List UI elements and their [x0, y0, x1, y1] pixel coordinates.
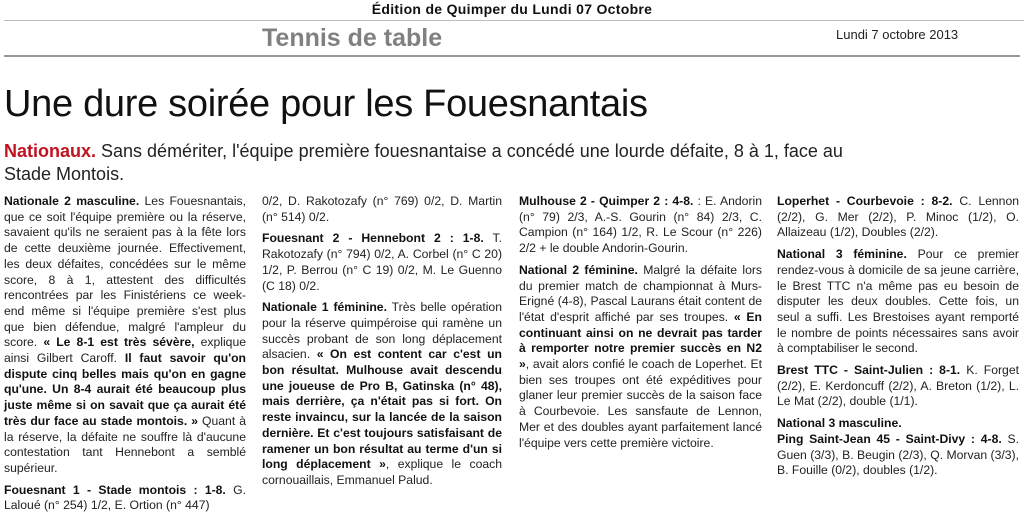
body-text: 0/2, D. Rakotozafy (n° 769) 0/2, D. Martin (n° 514) 0/2.: [262, 194, 502, 224]
article-column-3: [519, 194, 762, 457]
body-text: : E. Andorin (n° 79) 2/3, A.-S. Gourin (n° 84) 2/3, C. Campion (n° 164) 1/2, R. Le Scour (n° 226) 2/2 + le double Andorin-Gourin.: [519, 194, 762, 256]
paragraph: [777, 194, 1019, 241]
match-result: Mulhouse 2 - Quimper 2 : 4-8.: [519, 194, 694, 208]
paragraph: [519, 194, 762, 257]
publication-date: Lundi 7 octobre 2013: [836, 27, 959, 42]
edition-line: Édition de Quimper du Lundi 07 Octobre: [371, 1, 653, 17]
body-text: T. Rakotozafy (n° 794) 0/2, A. Corbel (n° C 20) 1/2, P. Berrou (n° C 19) 0/2, M. Le Guenno (C 18) 0/2.: [262, 231, 502, 293]
header-rule: [4, 55, 1020, 57]
quote: « Le 8-1 est très sévère,: [43, 335, 195, 350]
section-title: Tennis de table: [262, 24, 443, 52]
body-text: Les Fouesnantais, que ce soit l'équipe première ou la réserve, savaient qu'ils ne seraient pas à la fête lors de cette deuxième journée. Effectivement, les deux défaites, concédées sur le même score, 8 à 1, attestent des difficultés rencontrées par les Finistériens ce week-end même si l'équipe première s'est plus que bien défendue, malgré l'ampleur du score.: [4, 194, 247, 350]
body-text: S. Guen (3/3), B. Beugin (2/3), Q. Morvan (3/3), B. Fouille (0/2), doubles (1/2).: [777, 431, 1019, 478]
match-result: Fouesnant 2 - Hennebont 2 : 1-8.: [262, 231, 484, 246]
match-result: Ping Saint-Jean 45 - Saint-Divy : 4-8.: [777, 431, 1002, 446]
article-column-1: [4, 194, 246, 520]
match-result: Loperhet - Courbevoie : 8-2.: [777, 194, 953, 208]
body-text: C. Lennon (2/2), G. Mer (2/2), P. Minoc (1/2), O. Allaizeau (1/2), Doubles (2/2).: [777, 194, 1019, 240]
lead-text: Sans démériter, l'équipe première fouesnantaise a concédé une lourde défaite, 8 à 1, face au Stade Montois.: [4, 141, 843, 184]
quote: « En continuant ainsi on ne devrait pas tarder à remporter notre premier succès en N2 »: [519, 309, 762, 372]
body-text: explique ainsi Gilbert Caroff.: [4, 335, 246, 366]
body-text: , explique le coach cornouaillais, Emmanuel Palud.: [262, 457, 503, 487]
match-result: Fouesnant 1 - Stade montois : 1-8.: [4, 482, 226, 497]
subhead: Nationale 1 féminine.: [262, 300, 387, 315]
paragraph: [262, 231, 502, 294]
lead-kicker: Nationaux.: [4, 141, 97, 161]
article-column-4: [777, 194, 1019, 485]
body-text: Pour ce premier rendez-vous à domicile de sa jeune carrière, le Brest TTC n'a même pas eu besoin de disputer les deux doubles. Cette fois, un seul a suffi. Les Brestoises ayant remporté le nombre de points nécessaires sans avoir à comptabiliser le second.: [777, 247, 1019, 356]
article-column-2: [262, 194, 502, 495]
quote: « On est content car c'est un bon résultat. Mulhouse avait descendu une joueuse de Pro B, Gatinska (n° 48), mais derrière, ça n'était pas si fort. On reste invaincu, sur la lancée de la saison dernière. Et c'est toujours satisfaisant de ramener un bon résultat au terme d'un si long déplacement »: [262, 347, 502, 472]
body-text: K. Forget (2/2), E. Kerdoncuff (2/2), A. Breton (1/2), L. Le Mat (2/2), double (1/1).: [777, 363, 1019, 409]
subhead: National 3 masculine.: [777, 416, 902, 431]
body-text: , avait alors confié le coach de Loperhet. Et bien ses troupes ont été expéditives pour glaner leur premier succès de la saison face à Courbevoie. Les sansfaute de Lennon, Mer et des doubles ayant parfaitement lancé l'équipe vers cette première victoire.: [519, 357, 762, 450]
headline: Une dure soirée pour les Fouesnantais: [4, 83, 648, 125]
subhead: National 3 féminine.: [777, 247, 907, 262]
body-text: Quant à la réserve, la défaite ne souffre là d'aucune contestation tant Hennebont a semblé supérieur.: [4, 413, 246, 475]
paragraph: [777, 416, 1019, 479]
paragraph: [777, 247, 1019, 357]
match-result: Brest TTC - Saint-Julien : 8-1.: [777, 363, 961, 378]
body-text: Malgré la défaite lors du premier match de championnat à Murs-Erigné (4-8), Pascal Laurans était content de l'état d'esprit affiché par ses troupes.: [519, 262, 762, 324]
top-divider: [4, 20, 1024, 21]
paragraph: [519, 263, 762, 451]
quote: Il faut savoir qu'on dispute cinq belles mais qu'on en gagne qu'une. Un 8-4 aurait été beaucoup plus juste même si on savait que ça aurait été très dur face au stade montois. »: [4, 351, 246, 428]
lead-paragraph: [4, 140, 864, 186]
paragraph: [4, 483, 246, 514]
subhead: National 2 féminine.: [519, 262, 638, 277]
body-text: G. Laloué (n° 254) 1/2, E. Ortion (n° 447): [4, 482, 246, 513]
paragraph: [262, 194, 502, 225]
body-text: Très belle opération pour la réserve quimpéroise qui ramène un succès probant de son long déplacement alsacien.: [262, 300, 502, 362]
paragraph: [262, 300, 502, 488]
paragraph: [4, 194, 246, 477]
subhead: Nationale 2 masculine.: [4, 194, 140, 208]
paragraph: [777, 363, 1019, 410]
